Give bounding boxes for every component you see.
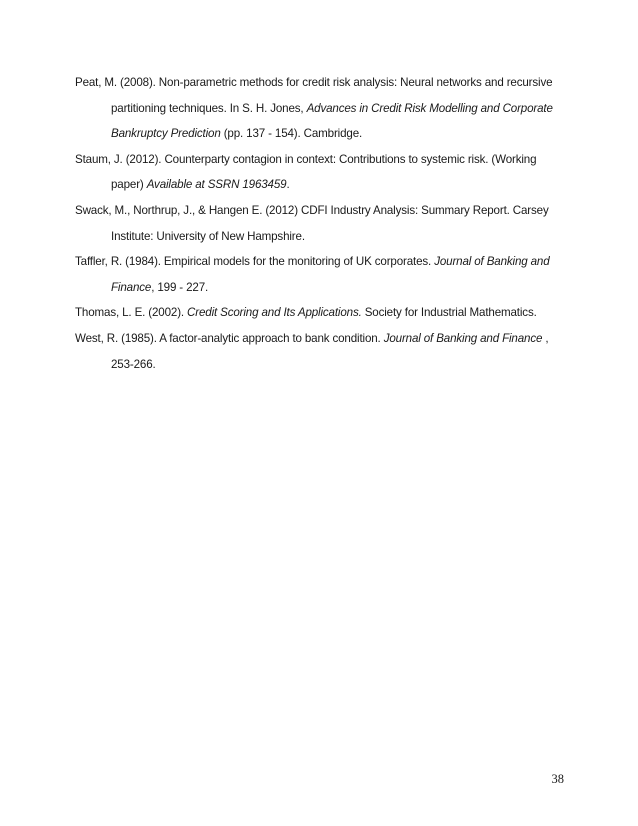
reference-text: (pp. 137 - 154). Cambridge. — [220, 127, 363, 141]
reference-title: Credit Scoring and Its Applications. — [187, 306, 362, 320]
reference-text: , 253-266. — [111, 331, 549, 371]
reference-entry — [75, 300, 570, 326]
reference-title: Available at SSRN 1963459 — [146, 178, 287, 192]
reference-entry — [75, 147, 570, 198]
reference-entry — [75, 70, 570, 147]
reference-title: Advances in Credit Risk Modelling and Corporate Bankruptcy Prediction — [111, 101, 553, 141]
reference-text: Peat, M. (2008). Non-parametric methods for credit risk analysis: Neural networks and recursive partitioning techniques. In S. H. Jones, — [75, 76, 553, 115]
reference-entry — [75, 198, 570, 249]
reference-title: Journal of Banking and Finance — [383, 331, 543, 345]
reference-text: West, R. (1985). A factor-analytic approach to bank condition. — [75, 331, 384, 345]
reference-text: Society for Industrial Mathematics. — [361, 306, 537, 320]
page-number: 38 — [551, 772, 564, 786]
reference-text: . — [286, 178, 290, 192]
reference-title: Journal of Banking and Finance — [111, 255, 550, 294]
reference-text: Thomas, L. E. (2002). — [75, 306, 188, 320]
reference-list — [75, 70, 570, 377]
reference-entry — [75, 249, 570, 300]
reference-text: , 199 - 227. — [151, 280, 209, 294]
reference-text: Taffler, R. (1984). Empirical models for the monitoring of UK corporates. — [75, 255, 435, 269]
reference-text: Swack, M., Northrup, J., & Hangen E. (2012) CDFI Industry Analysis: Summary Report. Carsey Institute: University of New Hampshire. — [75, 203, 549, 243]
reference-text: Staum, J. (2012). Counterparty contagion in context: Contributions to systemic risk. (Working paper) — [75, 152, 537, 192]
reference-entry — [75, 326, 570, 377]
